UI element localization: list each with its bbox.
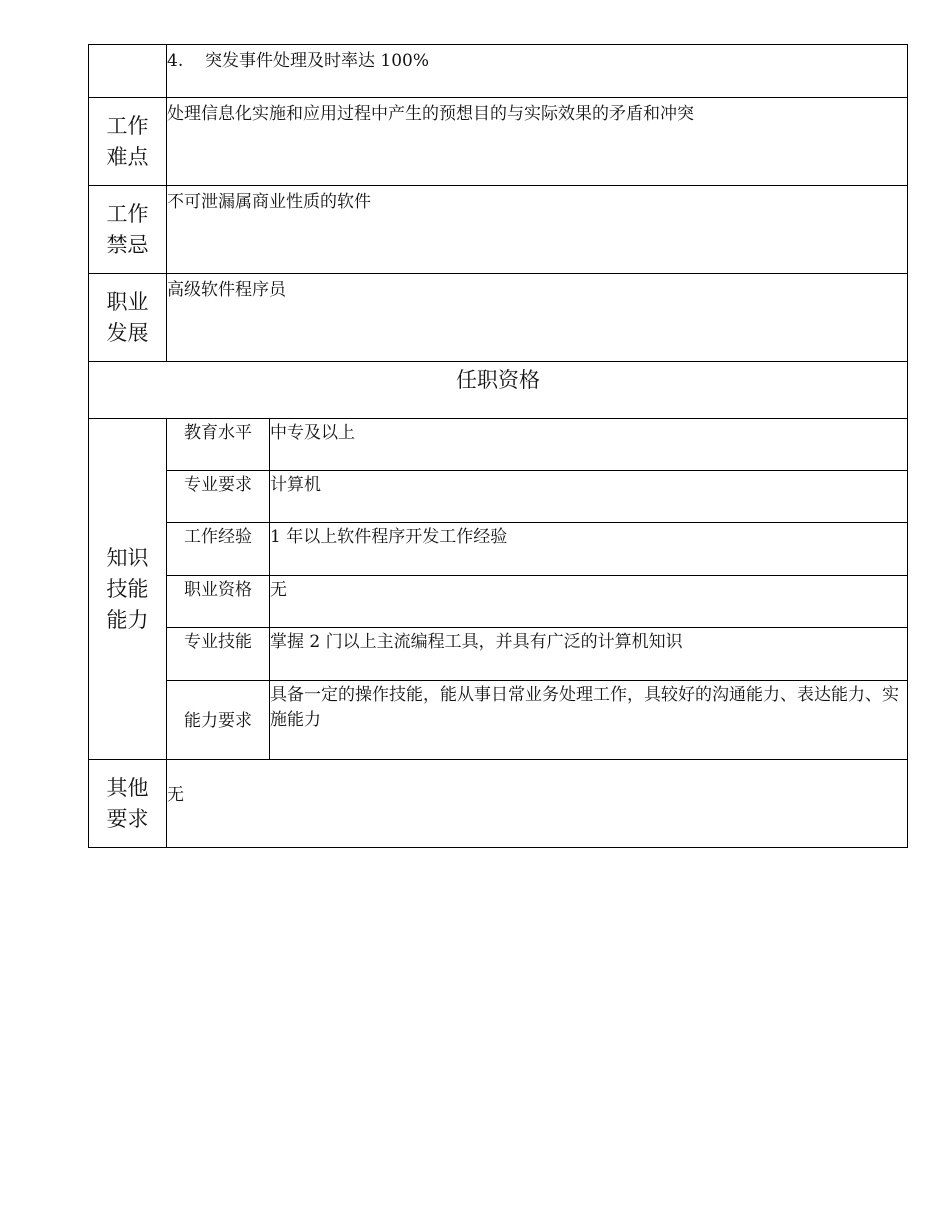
difficulty-value: 处理信息化实施和应用过程中产生的预想目的与实际效果的矛盾和冲突 bbox=[167, 98, 908, 186]
qualification-label: 能力要求 bbox=[167, 681, 270, 760]
other-label-line1: 其他 bbox=[106, 775, 149, 800]
job-description-table bbox=[88, 44, 908, 848]
qualification-row bbox=[89, 523, 908, 576]
duty-label-cell bbox=[89, 45, 167, 98]
qualification-value: 掌握 2 门以上主流编程工具，并具有广泛的计算机知识 bbox=[270, 628, 908, 681]
difficulty-label-line1: 工作 bbox=[106, 113, 149, 138]
qualification-label: 职业资格 bbox=[167, 576, 270, 628]
other-row bbox=[89, 760, 908, 848]
taboo-value: 不可泄漏属商业性质的软件 bbox=[167, 186, 908, 274]
career-label-line2: 发展 bbox=[106, 320, 149, 345]
other-label-line2: 要求 bbox=[106, 806, 149, 831]
qualification-value: 具备一定的操作技能，能从事日常业务处理工作，具较好的沟通能力、表达能力、实施能力 bbox=[270, 681, 908, 760]
other-label bbox=[89, 760, 167, 848]
qualification-label: 专业技能 bbox=[167, 628, 270, 681]
career-label-line1: 职业 bbox=[106, 289, 149, 314]
group-label-line3: 能力 bbox=[106, 607, 149, 632]
other-value: 无 bbox=[167, 760, 908, 848]
difficulty-label-line2: 难点 bbox=[106, 144, 149, 169]
qualification-value: 无 bbox=[270, 576, 908, 628]
qualification-value: 计算机 bbox=[270, 471, 908, 523]
qualification-row bbox=[89, 576, 908, 628]
qualifications-header: 任职资格 bbox=[89, 362, 908, 419]
group-label-line2: 技能 bbox=[106, 576, 149, 601]
qualification-value: 中专及以上 bbox=[270, 419, 908, 471]
qualification-row bbox=[89, 628, 908, 681]
taboo-label bbox=[89, 186, 167, 274]
qualification-value: 1 年以上软件程序开发工作经验 bbox=[270, 523, 908, 576]
qualification-row bbox=[89, 471, 908, 523]
qualification-label: 专业要求 bbox=[167, 471, 270, 523]
group-label-line1: 知识 bbox=[106, 545, 149, 570]
duty-row bbox=[89, 45, 908, 98]
duty-item bbox=[167, 51, 429, 71]
taboo-row bbox=[89, 186, 908, 274]
difficulty-row bbox=[89, 98, 908, 186]
qualifications-header-row bbox=[89, 362, 908, 419]
duty-item-text: 突发事件处理及时率达 100% bbox=[205, 51, 430, 71]
career-value: 高级软件程序员 bbox=[167, 274, 908, 362]
qualification-label: 教育水平 bbox=[167, 419, 270, 471]
taboo-label-line1: 工作 bbox=[106, 201, 149, 226]
career-row bbox=[89, 274, 908, 362]
qualification-label: 工作经验 bbox=[167, 523, 270, 576]
knowledge-skills-label bbox=[89, 419, 167, 760]
qualification-row bbox=[89, 419, 908, 471]
taboo-label-line2: 禁忌 bbox=[106, 232, 149, 257]
duty-item-number: 4. bbox=[167, 51, 184, 71]
qualification-row bbox=[89, 681, 908, 760]
difficulty-label bbox=[89, 98, 167, 186]
duty-item-cell bbox=[167, 45, 908, 98]
career-label bbox=[89, 274, 167, 362]
